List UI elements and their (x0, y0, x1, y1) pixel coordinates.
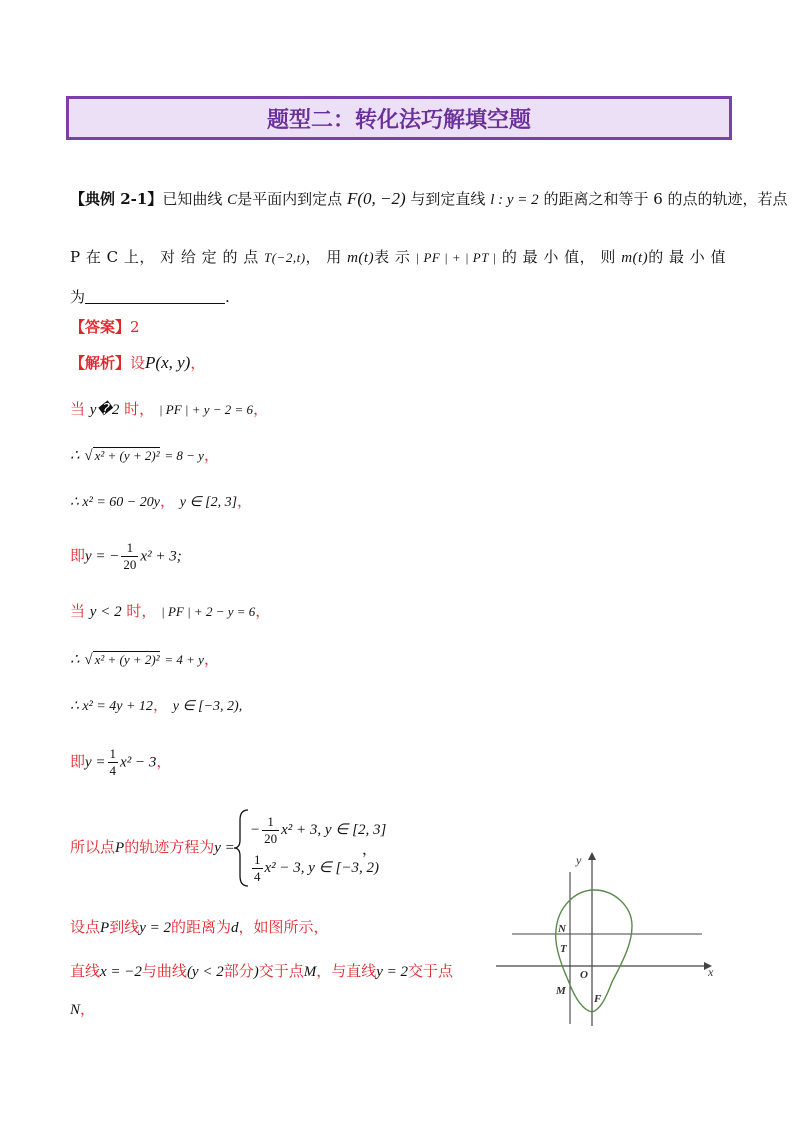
m-t: m(t) (347, 250, 375, 266)
analysis-line-5: 即y = − $\frac{1}{20}$ x² + 3; (70, 540, 182, 572)
answer-tag: 【答案】 (70, 318, 131, 336)
answer-line (70, 316, 140, 338)
analysis-line-7: ∴ √ x² + (y + 2)² = 4 + y， (70, 650, 219, 668)
point-T: T(−2,t) (264, 250, 306, 265)
trajectory-figure (496, 850, 726, 1030)
label-F: F (594, 993, 602, 1005)
analysis-line-6: 当 y < 2 时， | PF | + 2 − y = 6， (70, 602, 271, 620)
analysis-line-10: 所以点P的轨迹方程为y = (70, 838, 235, 856)
label-T: T (560, 943, 567, 955)
fraction-1-20: $\frac{1}{20}$ (123, 540, 137, 572)
example-line-2: P 在 C 上， 对 给 定 的 点 T(−2,t)， 用 m(t)表 示 | PF | + | PT | 的 最 小 值， 则 m(t)的 最 小 值 (70, 248, 726, 266)
analysis-line-13: N， (70, 1000, 96, 1018)
m-t-2: m(t) (621, 250, 649, 266)
analysis-line-9: 即y = $\frac{1}{4}$ x² − 3， (70, 746, 172, 778)
example-line-3: 为 . (70, 288, 230, 306)
analysis-tag: 【解析】 (70, 354, 131, 372)
example-tag: 【典例 2-1】 (70, 190, 163, 208)
piecewise-case-1: − $\frac{1}{20}$ x² + 3, y ∈ [2, 3] (250, 814, 387, 846)
y-axis-label: y (576, 853, 582, 867)
point-F: F(0, −2) (346, 189, 406, 208)
label-N: N (558, 923, 566, 935)
label-O: O (580, 969, 588, 981)
answer-value: 2 (130, 318, 140, 336)
section-title-box (66, 96, 732, 140)
analysis-line-4: ∴ x² = 60 − 20y， y ∈ [2, 3]， (70, 492, 253, 510)
piecewise-case-2: $\frac{1}{4}$ x² − 3, y ∈ [−3, 2) (254, 852, 379, 884)
x-axis-label: x (708, 965, 714, 979)
line-l: l : y = 2 (490, 192, 539, 208)
piecewise-comma: ， (362, 840, 378, 858)
section-title: 题型二：转化法巧解填空题 (266, 107, 531, 133)
analysis-line-11: 设点P到线y = 2的距离为d，如图所示， (70, 918, 329, 936)
example-line-1: 【典例 2-1】已知曲线 C是平面内到定点 F(0, −2) 与到定直线 l : y = 2 的距离之和等于 6 的点的轨迹，若点 (70, 189, 788, 208)
answer-blank (85, 289, 225, 304)
fraction-1-4: $\frac{1}{4}$ (109, 746, 117, 778)
pf-pt: | PF | + | PT | (415, 250, 497, 265)
analysis-line-8: ∴ x² = 4y + 12， y ∈ [−3, 2), (70, 696, 243, 714)
y-axis-arrow (588, 852, 596, 860)
analysis-line-12: 直线x = −2与曲线(y < 2部分)交于点M，与直线y = 2交于点 (70, 962, 454, 980)
analysis-line-2: 当 y�2 时， | PF | + y − 2 = 6， (70, 400, 269, 418)
analysis-line-3: ∴ √ x² + (y + 2)² = 8 − y， (70, 446, 219, 464)
label-M: M (556, 985, 566, 997)
piecewise-brace (232, 808, 252, 888)
analysis-line-1: 【解析】设P(x, y)， (70, 353, 206, 372)
